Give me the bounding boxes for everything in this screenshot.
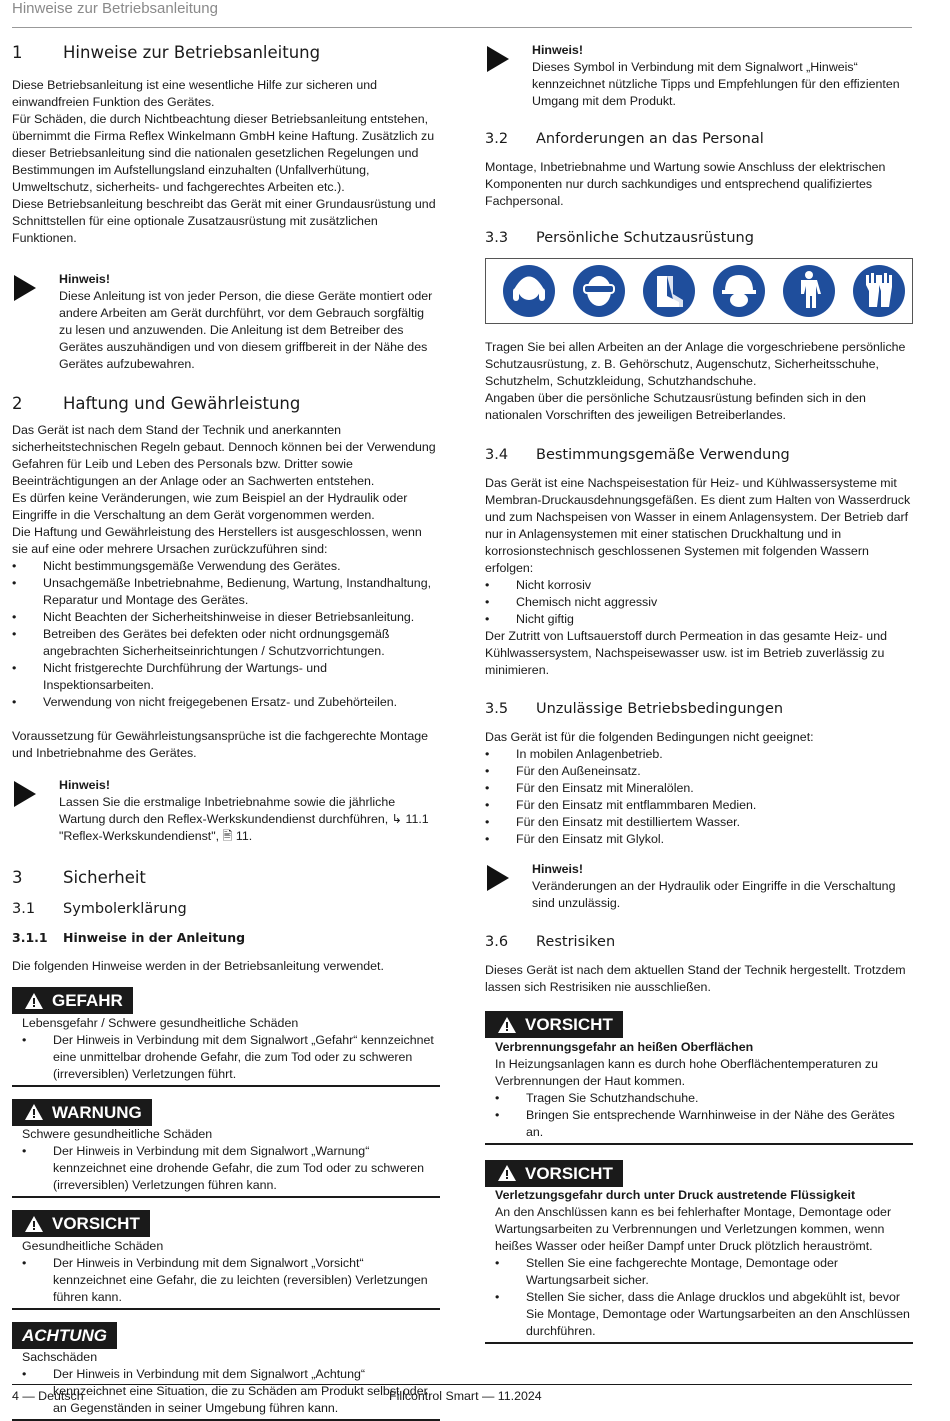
badge-label: VORSICHT [525,1163,613,1183]
paragraph: Voraussetzung für Gewährleistungsansprüche ist die fachgerechte Montage und Inbetriebnahme des Gerätes. [12,729,429,760]
list-item: • Stellen Sie eine fachgerechte Montage, Demontage oder Wartungsarbeit sicher. [495,1255,913,1289]
hazard-subtitle: Lebensgefahr / Schwere gesundheitliche Schäden [22,1015,299,1030]
hazard-subtitle: Schwere gesundheitliche Schäden [22,1127,213,1141]
safety-shoes-icon [637,261,701,321]
section-number: 2 [12,394,23,413]
section-3-5-heading [485,700,913,718]
list-item: • Der Hinweis in Verbindung mit dem Signalwort „Gefahr“ kennzeichnet eine unmittelbar drohende Gefahr, die zum Tod oder zu schweren (irreversiblen) Verletzungen führt. [22,1032,440,1083]
paragraph: Es dürfen keine Veränderungen, wie zum Beispiel an der Hydraulik oder Eingriffe in die Verschaltung an dem Gerät vorgenommen werden. [12,491,408,522]
paragraph: Dieses Gerät ist nach dem aktuellen Stand der Technik hergestellt. Trotzdem lassen sich Restrisiken nie ausschließen. [485,963,906,994]
section-3-2-heading [485,130,913,148]
section-number: 3.4 [485,447,509,463]
section-number: 3.6 [485,934,509,950]
paragraph: Der Zutritt von Luftsauerstoff durch Permeation in das gesamte Heiz- und Kühlwassersystem, Nachspeisewasser usw. ist im Betrieb zuverlässig zu minimieren. [485,629,887,677]
paragraph: Das Gerät ist für die folgenden Bedingungen nicht geeignet: [485,730,814,744]
section-title: Sicherheit [63,868,146,887]
note-text[interactable]: Lassen Sie die erstmalige Inbetriebnahme sowie die jährliche Wartung durch den Reflex-Werkskundendienst durchführen, ↳ 11.1 "Reflex-Werkskundendienst", 🖹 11. [59,795,429,843]
liability-list [12,558,440,711]
list-item: • Für den Einsatz mit Glykol. [485,831,913,848]
paragraph: Für Schäden, die durch Nichtbeachtung dieser Betriebsanleitung entstehen, übernimmt die Firma Reflex Winkelmann GmbH keine Haftung. Zusätzlich zu dieser Betriebsanleitung sind die nationalen gesetzlichen Regelungen und Bestimmungen im Aufstellungsland einzuhalten (Unfallverhütung, Umweltschutz, sicherheits- und fachgerechtes Arbeiten etc.). [12,112,435,194]
list-item: • Der Hinweis in Verbindung mit dem Signalwort „Warnung“ kennzeichnet eine drohende Gefahr, die zum Tod oder zu schweren (irreversiblen) Verletzungen führen kann. [22,1143,440,1194]
paragraph: Tragen Sie bei allen Arbeiten an der Anlage die vorgeschriebene persönliche Schutzausrüstung, z. B. Gehörschutz, Augenschutz, Sicherheitsschuhe, Schutzhelm, Schutzkleidung, Schutzhandschuhe. [485,340,906,388]
section-title: Hinweise zur Betriebsanleitung [63,43,321,62]
list-item: • In mobilen Anlagenbetrieb. [485,746,913,763]
hazard-danger [12,987,440,1087]
section-number: 3.2 [485,131,509,147]
running-header: Hinweise zur Betriebsanleitung [12,0,218,17]
list-item: • Für den Einsatz mit destilliertem Wasser. [485,814,913,831]
section-3-1-heading [12,900,440,918]
section-title: Hinweise in der Anleitung [63,930,246,945]
paragraph: Diese Betriebsanleitung beschreibt das Gerät mit einer Grundausrüstung und Schnittstellen für eine optionale Zusatzausrüstung mit zusätzlichen Funktionen. [12,197,436,245]
left-column [12,40,440,1421]
note-box [485,861,913,912]
hazard-caution-pressure [485,1160,913,1345]
note-title: Hinweis! [532,43,583,57]
section-title: Symbolerklärung [63,901,187,917]
paragraph: Das Gerät ist nach dem Stand der Technik und anerkannten sicherheitstechnischen Regeln gebaut. Dennoch können bei der Verwendung Gefahren für Leib und Leben des Personals bzw. Dritter sowie Beeinträchtigungen an der Anlage oder an Sachwerten entstehen. [12,423,436,488]
section-number: 3.1.1 [12,930,48,945]
note-text: Diese Anleitung ist von jeder Person, die diese Geräte montiert oder andere Arbeiten am Gerät durchführt, vor dem Gebrauch sorgfältig zu lesen und anzuwenden. Die Anleitung ist dem Betreiber des Gerätes auszuhändigen und von diesem griffbereit in der Nähe des Gerätes aufzubewahren. [59,289,433,371]
badge-label: VORSICHT [52,1214,140,1233]
paragraph: Die Haftung und Gewährleistung des Herstellers ist ausgeschlossen, wenn sie auf eine oder mehrere Ursachen zurückzuführen sind: [12,525,422,556]
warning-triangle-icon [24,1215,44,1233]
hazard-title: Verbrennungsgefahr an heißen Oberflächen [495,1039,754,1054]
badge-label: WARNUNG [52,1102,142,1122]
water-requirements-list [485,577,913,628]
ppe-icon-strip [485,258,913,324]
list-item: • Für den Außeneinsatz. [485,763,913,780]
section-3-heading [12,868,440,888]
section-title: Restrisiken [536,934,616,950]
notice-badge [12,1322,117,1349]
note-box [12,271,440,373]
caution-badge [485,1011,623,1038]
warning-triangle-icon [497,1016,517,1034]
list-item: • Betreiben des Gerätes bei defekten oder nicht ordnungsgemäß angebrachten Sicherheitseinrichtungen / Schutzvorrichtungen. [12,626,440,660]
note-box [485,42,913,110]
paragraph: Das Gerät ist eine Nachspeisestation für Heiz- und Kühlwassersysteme mit Membran-Druckausdehnungsgefäßen. Es dient zum Halten von Wasserdruck und zum Nachspeisen von Wasser in einem Anlagensystem. Der Betrieb darf nur in Anlagensystemen mit einer statischen Druckhaltung und in korrosionstechnisch geschlossenen Systemen mit folgenden Wassern erfolgen: [485,476,911,575]
warning-triangle-icon [497,1164,517,1182]
list-item: • Unsachgemäße Inbetriebnahme, Bedienung, Wartung, Instandhaltung, Reparatur und Montage des Gerätes. [12,575,440,609]
badge-label: VORSICHT [525,1015,613,1034]
caution-badge [12,1210,150,1237]
list-item: • Stellen Sie sicher, dass die Anlage drucklos und abgekühlt ist, bevor Sie Montage, Demontage oder Wartungsarbeiten an den Anschlüssen durchführen. [495,1289,913,1340]
list-item: • Für den Einsatz mit entflammbaren Medien. [485,797,913,814]
list-item: • Tragen Sie Schutzhandschuhe. [495,1090,913,1107]
section-title: Persönliche Schutzausrüstung [536,230,754,246]
hazard-caution-hot-surfaces [485,1011,913,1145]
section-number: 1 [12,43,23,62]
section-title: Haftung und Gewährleistung [63,394,301,413]
list-item: • Nicht bestimmungsgemäße Verwendung des Gerätes. [12,558,440,575]
section-title: Unzulässige Betriebsbedingungen [536,701,784,717]
arrow-icon [12,271,59,373]
note-title: Hinweis! [59,272,110,286]
list-item: • Bringen Sie entsprechende Warnhinweise in der Nähe des Gerätes an. [495,1107,913,1141]
caution-badge [485,1160,623,1187]
paragraph: Montage, Inbetriebnahme und Wartung sowie Anschluss der elektrischen Komponenten nur durch sachkundiges und entsprechend qualifiziertes Fachpersonal. [485,160,886,208]
section-3-4-heading [485,446,913,464]
paragraph: Die folgenden Hinweise werden in der Betriebsanleitung verwendet. [12,959,384,973]
list-item: • Für den Einsatz mit Mineralölen. [485,780,913,797]
hazard-subtitle: Gesundheitliche Schäden [22,1238,164,1253]
section-3-1-1-heading [12,930,440,946]
badge-label: ACHTUNG [22,1325,107,1345]
section-number: 3.5 [485,701,509,717]
note-title: Hinweis! [532,862,583,876]
list-item: • Nicht korrosiv [485,577,913,594]
section-title: Bestimmungsgemäße Verwendung [536,447,790,463]
eye-protection-icon [567,261,631,321]
hazard-text: In Heizungsanlagen kann es durch hohe Oberflächentemperaturen zu Verbrennungen der Haut kommen. [495,1056,878,1088]
section-number: 3 [12,868,23,887]
list-item: • Verwendung von nicht freigegebenen Ersatz- und Zubehörteilen. [12,694,440,711]
warning-badge [12,1099,152,1126]
header-rule [12,27,912,28]
hazard-notice [12,1322,440,1421]
warning-triangle-icon [24,992,44,1010]
note-text: Veränderungen an der Hydraulik oder Eingriffe in die Verschaltung sind unzulässig. [532,879,896,910]
arrow-icon [12,777,59,845]
list-item: • Der Hinweis in Verbindung mit dem Signalwort „Vorsicht“ kennzeichnet eine Gefahr, die zu leichten (reversiblen) Verletzungen führen kann. [22,1255,440,1306]
paragraph: Diese Betriebsanleitung ist eine wesentliche Hilfe zur sicheren und einwandfreien Funktion des Gerätes. [12,78,378,109]
paragraph: Angaben über die persönliche Schutzausrüstung befinden sich in den nationalen Vorschriften des jeweiligen Betreiberlandes. [485,391,866,422]
hazard-subtitle: Sachschäden [22,1349,98,1364]
right-column [485,40,913,1344]
footer-rule [12,1384,912,1385]
section-number: 3.1 [12,901,36,917]
note-box [12,777,440,845]
badge-label: GEFAHR [52,991,123,1010]
section-title: Anforderungen an das Personal [536,131,764,147]
warning-triangle-icon [24,1103,44,1121]
section-3-6-heading [485,933,913,951]
section-number: 3.3 [485,230,509,246]
note-title: Hinweis! [59,778,110,792]
arrow-icon [485,861,532,912]
arrow-icon [485,42,532,110]
list-item: • Nicht giftig [485,611,913,628]
list-item: • Nicht fristgerechte Durchführung der Wartungs- und Inspektionsarbeiten. [12,660,440,694]
ear-protection-icon [497,261,561,321]
protective-clothing-icon [777,261,841,321]
list-item: • Der Hinweis in Verbindung mit dem Signalwort „Achtung“ kennzeichnet eine Situation, die zu Schäden am Produkt selbst oder an Gegenständen in seiner Umgebung führen kann. [22,1366,440,1417]
section-3-3-heading [485,229,913,247]
hard-hat-icon [707,261,771,321]
protective-gloves-icon [847,261,911,321]
hazard-caution [12,1210,440,1310]
list-item: • Nicht Beachten der Sicherheitshinweise in dieser Betriebsanleitung. [12,609,440,626]
hazard-text: An den Anschlüssen kann es bei fehlerhafter Montage, Demontage oder Wartungsarbeiten zu Verbrennungen und Verletzungen kommen, wenn heißes Wasser oder heißer Dampf unter Druck plötzlich herauströmt. [495,1205,892,1253]
note-text: Dieses Symbol in Verbindung mit dem Signalwort „Hinweis“ kennzeichnet nützliche Tipps und Empfehlungen für den effizienten Umgang mit dem Produkt. [532,60,900,108]
danger-badge [12,987,133,1014]
footer-page: 4 — Deutsch [12,1389,84,1403]
unsuitable-conditions-list [485,746,913,848]
footer-doc: Fillcontrol Smart — 11.2024 [389,1389,542,1403]
list-item: • Chemisch nicht aggressiv [485,594,913,611]
hazard-warning [12,1099,440,1199]
hazard-title: Verletzungsgefahr durch unter Druck austretende Flüssigkeit [495,1188,856,1202]
section-2-heading [12,394,440,414]
section-1-heading [12,43,440,63]
